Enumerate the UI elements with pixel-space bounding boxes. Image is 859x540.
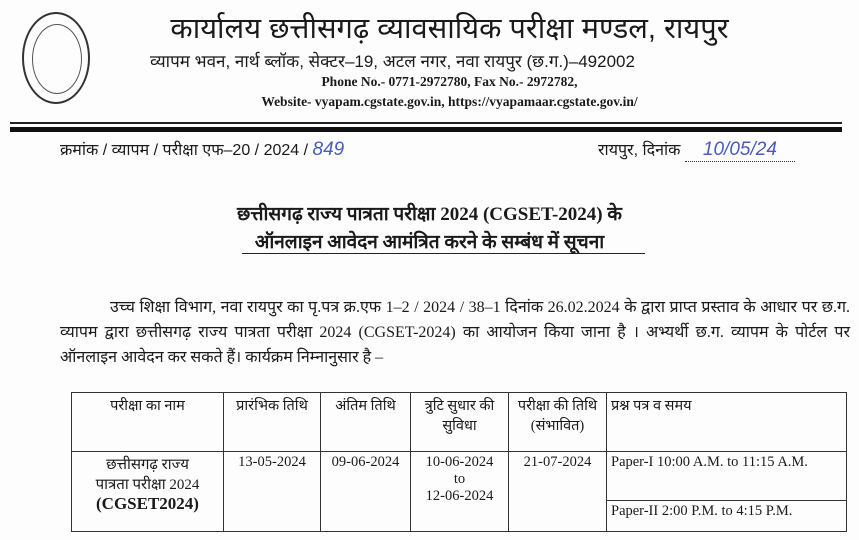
- paper-1-cell: Paper-I 10:00 A.M. to 11:15 A.M.: [607, 452, 847, 501]
- table-row: [72, 452, 847, 501]
- date-line: [598, 138, 795, 162]
- exam-date-cell: 21-07-2024: [509, 452, 607, 532]
- header-exam-name: परीक्षा का नाम: [72, 393, 224, 452]
- subject-underline: [242, 253, 645, 254]
- table-header-row: [72, 393, 847, 452]
- paper-2-cell: Paper-II 2:00 P.M. to 4:15 P.M.: [607, 501, 847, 532]
- end-date-cell: 09-06-2024: [321, 452, 411, 532]
- exam-name-line: पात्रता परीक्षा 2024: [95, 477, 200, 493]
- start-date-cell: 13-05-2024: [224, 452, 321, 532]
- office-address: व्यापम भवन, नार्थ ब्लॉक, सेक्टर–19, अटल नगर, नवा रायपुर (छ.ग.)–492002: [150, 52, 635, 71]
- schedule-table: [71, 392, 847, 532]
- header-exam-date: परीक्षा की तिथि (संभावित): [509, 393, 607, 452]
- reference-prefix: क्रमांक / व्यापम / परीक्षा एफ–20 / 2024 /: [60, 142, 309, 159]
- header-last-date: अंतिम तिथि: [321, 393, 411, 452]
- header-divider-thin: [10, 122, 842, 124]
- office-title: कार्यालय छत्तीसगढ़ व्यावसायिक परीक्षा मण्डल, रायपुर: [170, 13, 729, 45]
- correction-to: 12-06-2024: [425, 488, 494, 504]
- website-line: Website- vyapam.cgstate.gov.in, https://vyapamaar.cgstate.gov.in/: [261, 94, 638, 109]
- phone-fax: Phone No.- 0771-2972780, Fax No.- 2972782,: [321, 74, 578, 89]
- body-paragraph: उच्च शिक्षा विभाग, नवा रायपुर का पृ.पत्र क्र.एफ 1–2 / 2024 / 38–1 दिनांक 26.02.2024 के द्वारा प्राप्त प्रस्ताव के आधार पर छ.ग. व्यापम द्वारा छत्तीसगढ़ राज्य पात्रता परीक्षा 2024 (CGSET-2024) का आयोजन किया जाना है । अभ्यर्थी छ.ग. व्यापम के पोर्टल पर ऑनलाइन आवेदन कर सकते हैं। कार्यक्रम निम्नानुसार है –: [60, 299, 850, 366]
- exam-code: (CGSET2024): [96, 494, 199, 513]
- date-label: रायपुर, दिनांक: [598, 142, 681, 159]
- header-divider-thick: [10, 127, 842, 132]
- correction-to-word: to: [453, 471, 466, 487]
- correction-from: 10-06-2024: [425, 454, 494, 470]
- handwritten-date: 10/05/24: [702, 139, 777, 160]
- subject-line-2: ऑनलाइन आवेदन आमंत्रित करने के सम्बंध में सूचना: [254, 232, 605, 253]
- header-start-date: प्रारंभिक तिथि: [224, 393, 321, 452]
- header-correction: त्रुटि सुधार की सुविधा: [411, 393, 509, 452]
- exam-name-line: छत्तीसगढ़ राज्य: [106, 457, 189, 473]
- handwritten-number: 849: [312, 139, 345, 160]
- correction-cell: [411, 452, 509, 532]
- header-paper-time: प्रश्न पत्र व समय: [607, 393, 847, 452]
- subject-line-1: छत्तीसगढ़ राज्य पात्रता परीक्षा 2024 (CGSET-2024) के: [237, 204, 622, 225]
- exam-name-cell: [72, 452, 224, 532]
- reference-number: [60, 138, 344, 161]
